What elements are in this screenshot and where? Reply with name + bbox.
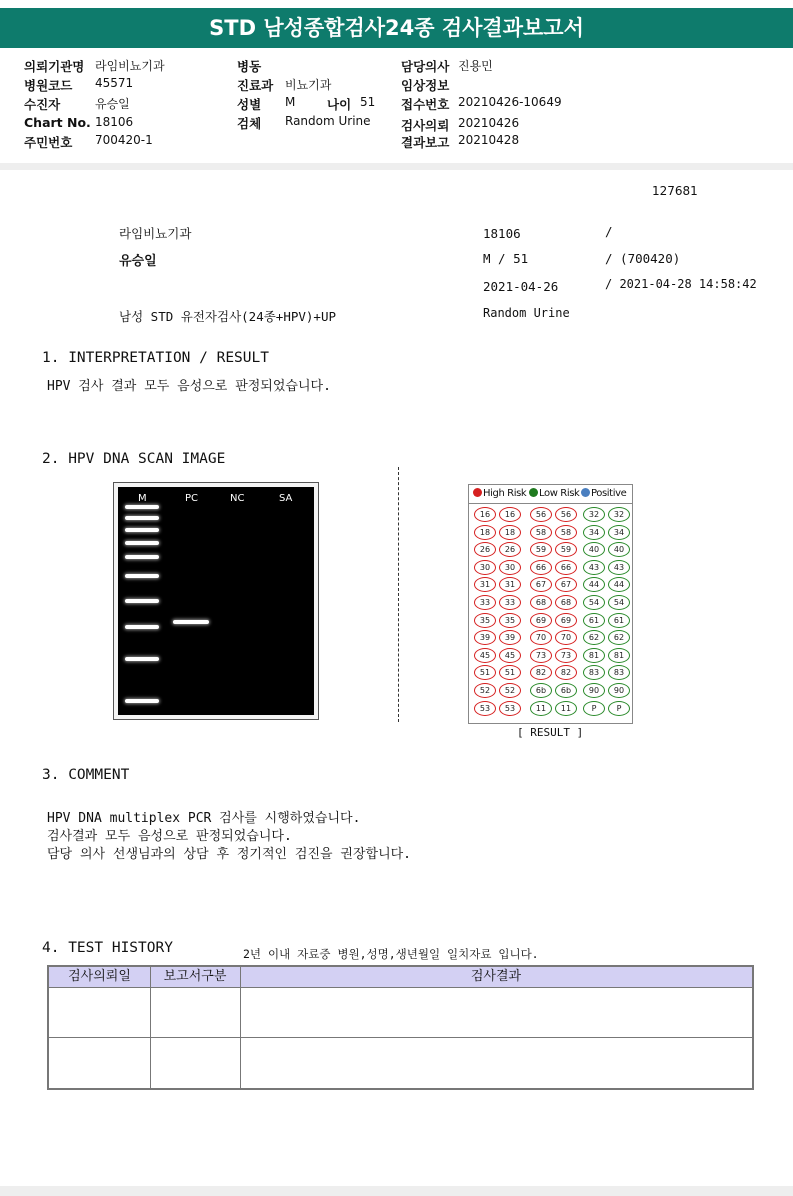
hospital-code-value: 45571: [95, 76, 134, 90]
ladder-band: [125, 599, 159, 603]
hpv-type-61: 61: [583, 613, 605, 628]
hpv-type-73: 73: [555, 648, 577, 663]
hpv-type-70: 70: [555, 630, 577, 645]
ladder-band: [125, 625, 159, 629]
receipt-value: 20210426-10649: [458, 95, 562, 109]
legend-low-label: Low Risk: [539, 488, 580, 499]
hpv-type-52: 52: [499, 683, 521, 698]
hpv-type-53: 53: [474, 701, 496, 716]
hpv-type-39: 39: [499, 630, 521, 645]
section2-heading: 2. HPV DNA SCAN IMAGE: [42, 451, 226, 467]
section1-text: HPV 검사 결과 모두 음성으로 판정되었습니다.: [47, 379, 331, 394]
col-header-report-type: 보고서구분: [150, 967, 240, 988]
resident-label: 주민번호: [24, 135, 73, 150]
dept-label: 진료과: [237, 78, 274, 93]
clinical-label: 임상정보: [401, 78, 450, 93]
hpv-type-44: 44: [608, 577, 630, 592]
hpv-type-44: 44: [583, 577, 605, 592]
ladder-band: [125, 505, 159, 509]
ladder-band: [125, 555, 159, 559]
report-title: STD 남성종합검사24종 검사결과보고서: [0, 8, 793, 48]
ladder-band: [125, 657, 159, 661]
ward-label: 병동: [237, 59, 262, 74]
lane-label-pc: PC: [185, 493, 199, 504]
hpv-type-35: 35: [474, 613, 496, 628]
age-label: 나이: [327, 97, 352, 112]
institution-value: 라임비뇨기과: [95, 59, 165, 73]
specimen-value: Random Urine: [285, 114, 371, 128]
dept-value: 비뇨기과: [285, 78, 332, 92]
section1-heading: 1. INTERPRETATION / RESULT: [42, 350, 269, 366]
legend-positive-label: Positive: [591, 488, 627, 499]
specimen-label: 검체: [237, 116, 262, 131]
section3-heading: 3. COMMENT: [42, 767, 130, 783]
col-header-request-date: 검사의뢰일: [49, 967, 150, 988]
summary-slash: /: [605, 224, 613, 239]
ladder-band: [125, 516, 159, 520]
request-label: 검사의뢰: [401, 118, 450, 133]
sex-label: 성별: [237, 97, 262, 112]
hpv-type-59: 59: [555, 542, 577, 557]
hpv-result-panel: [468, 484, 633, 724]
section4-heading: 4. TEST HISTORY: [42, 940, 173, 956]
lane-label-sa: SA: [279, 493, 293, 504]
summary-patient: 유승일: [119, 254, 157, 269]
hpv-type-67: 67: [555, 577, 577, 592]
hpv-type-69: 69: [530, 613, 552, 628]
hpv-type-69: 69: [555, 613, 577, 628]
hpv-type-39: 39: [474, 630, 496, 645]
hpv-type-83: 83: [583, 665, 605, 680]
hpv-type-51: 51: [474, 665, 496, 680]
hpv-type-18: 18: [474, 525, 496, 540]
summary-request-date: 2021-04-26: [483, 279, 559, 294]
hpv-type-31: 31: [499, 577, 521, 592]
legend-low: [529, 488, 579, 499]
hpv-type-67: 67: [530, 577, 552, 592]
summary-resident: / (700420): [605, 251, 681, 266]
hpv-type-82: 82: [555, 665, 577, 680]
hpv-type-52: 52: [474, 683, 496, 698]
ladder-band: [125, 541, 159, 545]
hpv-type-43: 43: [583, 560, 605, 575]
hpv-type-32: 32: [583, 507, 605, 522]
report-value: 20210428: [458, 133, 520, 147]
hpv-type-40: 40: [583, 542, 605, 557]
chart-value: 18106: [95, 115, 134, 129]
hpv-type-90: 90: [583, 683, 605, 698]
hpv-type-31: 31: [474, 577, 496, 592]
hpv-type-81: 81: [583, 648, 605, 663]
age-value: 51: [360, 95, 376, 109]
hpv-type-33: 33: [499, 595, 521, 610]
patient-label: 수진자: [24, 97, 61, 112]
resident-value: 700420-1: [95, 133, 153, 147]
hpv-type-45: 45: [474, 648, 496, 663]
hpv-type-66: 66: [530, 560, 552, 575]
hpv-type-83: 83: [608, 665, 630, 680]
table-row: [49, 1038, 752, 1088]
history-table: [47, 965, 754, 1090]
ladder-band: [125, 699, 159, 703]
hpv-type-59: 59: [530, 542, 552, 557]
hpv-type-30: 30: [474, 560, 496, 575]
footer-band: [0, 1186, 793, 1196]
result-caption: [ RESULT ]: [517, 726, 584, 739]
hpv-type-6b: 6b: [530, 683, 552, 698]
summary-sex-age: M / 51: [483, 251, 529, 266]
chart-label: Chart No.: [24, 115, 91, 130]
hpv-type-33: 33: [474, 595, 496, 610]
hpv-type-26: 26: [499, 542, 521, 557]
serial-number: 127681: [652, 184, 698, 198]
doctor-label: 담당의사: [401, 59, 450, 74]
hpv-type-32: 32: [608, 507, 630, 522]
lane-label-nc: NC: [230, 493, 245, 504]
hpv-type-34: 34: [608, 525, 630, 540]
high-risk-dot-icon: [473, 488, 482, 497]
hospital-code-label: 병원코드: [24, 78, 73, 93]
summary-institution: 라임비뇨기과: [119, 226, 192, 241]
hpv-type-30: 30: [499, 560, 521, 575]
hpv-type-43: 43: [608, 560, 630, 575]
hpv-type-16: 16: [499, 507, 521, 522]
hpv-type-58: 58: [530, 525, 552, 540]
hpv-type-66: 66: [555, 560, 577, 575]
hpv-type-45: 45: [499, 648, 521, 663]
hpv-type-P: P: [583, 701, 605, 716]
hpv-type-16: 16: [474, 507, 496, 522]
hpv-type-61: 61: [608, 613, 630, 628]
lane-label-m: M: [138, 493, 147, 504]
hpv-type-82: 82: [530, 665, 552, 680]
section-divider: [398, 467, 399, 722]
summary-chart: 18106: [483, 226, 521, 241]
receipt-label: 접수번호: [401, 97, 450, 112]
hpv-type-90: 90: [608, 683, 630, 698]
comment-line-1: HPV DNA multiplex PCR 검사를 시행하였습니다.: [47, 811, 361, 826]
hpv-type-70: 70: [530, 630, 552, 645]
ladder-band: [125, 574, 159, 578]
hpv-type-11: 11: [555, 701, 577, 716]
header-divider: [0, 163, 793, 170]
table-row: [49, 988, 752, 1037]
hpv-type-54: 54: [608, 595, 630, 610]
hpv-type-68: 68: [530, 595, 552, 610]
hpv-type-56: 56: [555, 507, 577, 522]
gel-image: [113, 482, 319, 720]
hpv-type-81: 81: [608, 648, 630, 663]
legend-high: [473, 488, 526, 499]
patient-value: 유승일: [95, 97, 130, 111]
hpv-type-73: 73: [530, 648, 552, 663]
hpv-type-58: 58: [555, 525, 577, 540]
hpv-type-11: 11: [530, 701, 552, 716]
summary-report-datetime: / 2021-04-28 14:58:42: [605, 277, 757, 291]
gel-lanes: [118, 487, 314, 715]
hpv-type-62: 62: [608, 630, 630, 645]
hpv-type-51: 51: [499, 665, 521, 680]
comment-line-2: 검사결과 모두 음성으로 판정되었습니다.: [47, 829, 292, 844]
positive-dot-icon: [581, 488, 590, 497]
hpv-type-35: 35: [499, 613, 521, 628]
hpv-type-40: 40: [608, 542, 630, 557]
legend-high-label: High Risk: [483, 488, 527, 499]
risk-legend: [469, 485, 632, 504]
hpv-type-6b: 6b: [555, 683, 577, 698]
comment-line-3: 담당 의사 선생님과의 상담 후 정기적인 검진을 권장합니다.: [47, 847, 412, 862]
pc-band: [173, 620, 209, 624]
hpv-type-P: P: [608, 701, 630, 716]
hpv-type-54: 54: [583, 595, 605, 610]
institution-label: 의뢰기관명: [24, 59, 85, 74]
summary-test-name: 남성 STD 유전자검사(24종+HPV)+UP: [119, 309, 337, 324]
hpv-type-18: 18: [499, 525, 521, 540]
hpv-type-26: 26: [474, 542, 496, 557]
request-value: 20210426: [458, 116, 520, 130]
ladder-band: [125, 528, 159, 532]
legend-positive: [581, 488, 626, 499]
history-note: 2년 이내 자료중 병원,성명,생년월일 일치자료 입니다.: [243, 947, 539, 961]
summary-specimen: Random Urine: [483, 306, 570, 320]
hpv-type-68: 68: [555, 595, 577, 610]
hpv-type-53: 53: [499, 701, 521, 716]
sex-value: M: [285, 95, 296, 109]
col-header-result: 검사결과: [240, 967, 752, 988]
doctor-value: 진용민: [458, 59, 493, 73]
hpv-type-62: 62: [583, 630, 605, 645]
low-risk-dot-icon: [529, 488, 538, 497]
hpv-type-56: 56: [530, 507, 552, 522]
hpv-type-34: 34: [583, 525, 605, 540]
report-label: 결과보고: [401, 135, 450, 150]
